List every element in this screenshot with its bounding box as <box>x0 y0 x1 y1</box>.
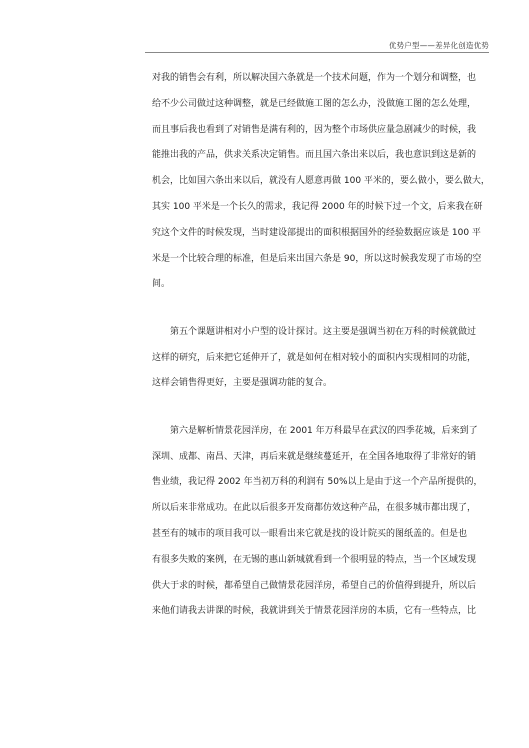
document-body <box>152 72 491 631</box>
text-line: 供大于求的时候，都希望自己做情景花园洋房，希望自己的价值得到提升，所以后 <box>152 580 477 591</box>
text-line: 对我的销售会有利，所以解决国六条就是一个技术问题，作为一个划分和调整，也 <box>152 73 477 83</box>
text-line: 所以后来非常成功。在此以后很多开发商都仿效这种产品，在很多城市都出现了， <box>152 503 477 514</box>
page-header-title: 优势户型——差异化创造优势 <box>388 41 489 50</box>
paragraph <box>152 326 491 403</box>
text-line: 售业绩，我记得 2002 年当初万科的利润有 50%以上是由于这一个产品所提供的， <box>152 477 483 488</box>
text-line: 第五个课题讲相对小户型的设计探讨。这主要是强调当初在万科的时候就做过 <box>170 326 477 337</box>
text-line: 第六是解析情景花园洋房，在 2001 年万科最早在武汉的四季花城，后来到了 <box>170 425 478 436</box>
paragraph-gap <box>152 403 491 425</box>
text-line: 深圳、成都、南昌、天津，再后来就是继续蔓延开，在全国各地取得了非常好的销 <box>152 451 477 462</box>
paragraph <box>152 72 491 304</box>
text-line: 究这个文件的时候发现，当时建设部提出的面积根据国外的经验数据应该是 100 平 <box>152 227 481 238</box>
text-line: 来他们请我去讲课的时候，我就讲到关于情景花园洋房的本质，它有一些特点，比 <box>152 606 477 617</box>
paragraph-gap <box>152 304 491 326</box>
text-line: 这样的研究，后来把它延伸开了，就是如何在相对较小的面积内实现相同的功能， <box>152 352 477 363</box>
text-line: 有很多失败的案例，在无锡的惠山新城就看到一个很明显的特点，当一个区域发现 <box>152 554 477 565</box>
header-divider <box>145 52 489 53</box>
text-line: 给不少公司做过这种调整，就是已经做施工图的怎么办，没做施工图的怎么处理， <box>152 98 477 109</box>
text-line: 而且事后我也看到了对销售是满有利的，因为整个市场供应量急剧减少的时候，我 <box>152 124 477 135</box>
text-line: 米是一个比较合理的标准，但是后来出国六条是 90，所以这时候我发现了市场的空 <box>152 253 482 264</box>
text-line: 这样会销售得更好，主要是强调功能的复合。 <box>152 378 333 389</box>
text-line: 其实 100 平米是一个长久的需求，我记得 2000 年的时候下过一个文，后来我在研 <box>152 201 483 212</box>
text-line: 能推出我的产品，供求关系决定销售。而且国六条出来以后，我也意识到这是新的 <box>152 150 477 161</box>
text-line: 间。 <box>152 279 171 290</box>
text-line: 甚至有的城市的项目我可以一眼看出来它就是找的设计院买的图纸盖的。但是也 <box>152 528 468 539</box>
text-line: 机会，比如国六条出来以后，就没有人愿意再做 100 平米的，要么做小，要么做大， <box>152 176 490 187</box>
paragraph <box>152 425 491 631</box>
